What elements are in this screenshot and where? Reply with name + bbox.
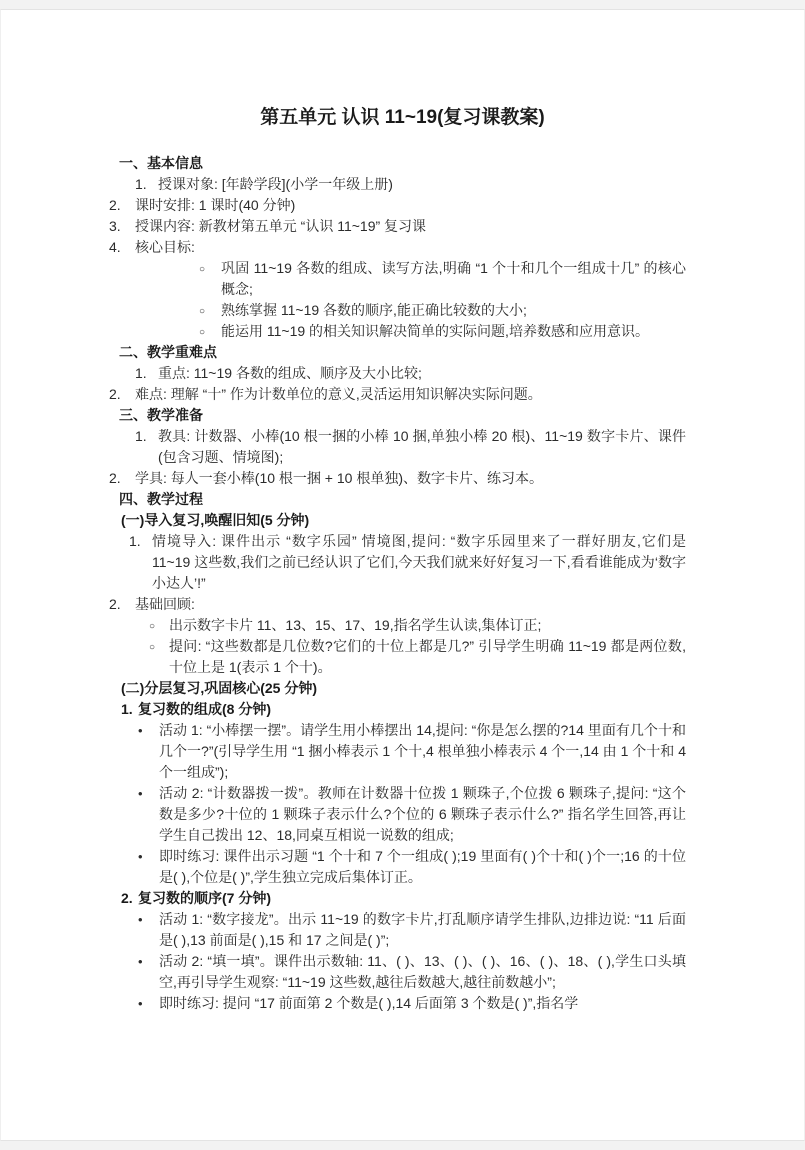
numbered-list-item	[1, 237, 804, 258]
numbered-list-item	[1, 195, 804, 216]
text-run: 能运用 11~19 的相关知识解决简单的实际问题,培养数感和应用意识。	[221, 323, 649, 339]
text-run: (一)导入复习,唤醒旧知(5 分钟)	[121, 512, 310, 528]
text-run: 教具: 计数器、小棒(10 根一捆的小棒 10 捆,单独小棒 20 根)、11~19 数字卡片、课件(包含习题、情境图);	[158, 428, 686, 465]
text-run: (二)分层复习,巩固核心(25 分钟)	[121, 680, 317, 696]
list-number: 2.	[121, 890, 133, 906]
list-number: 2.	[109, 386, 121, 402]
text-run: 重点: 11~19 各数的组成、顺序及大小比较;	[158, 365, 422, 381]
list-number: 4.	[109, 239, 121, 255]
bullet-list-item	[1, 258, 804, 300]
circle-bullet-icon: ○	[149, 621, 156, 632]
bullet-list-item	[1, 993, 804, 1014]
text-run: 四、教学过程	[119, 491, 203, 507]
text-run: 授课对象: [年龄学段](小学一年级上册)	[158, 176, 393, 192]
bullet-list-item	[1, 300, 804, 321]
bullet-list-item	[1, 321, 804, 342]
list-number: 2.	[109, 470, 121, 486]
section-heading	[1, 405, 804, 426]
list-number: 2.	[109, 596, 121, 612]
list-number: 1.	[135, 428, 147, 444]
list-number: 1.	[135, 365, 147, 381]
bullet-list-item	[1, 636, 804, 678]
text-run: 一、基本信息	[119, 155, 203, 171]
circle-bullet-icon: ○	[199, 306, 206, 317]
text-run: 即时练习: 课件出示习题 “1 个十和 7 个一组成( );19 里面有( )个十和( )个一;16 的十位是( ),个位是( )”,学生独立完成后集体订正。	[159, 848, 686, 885]
dot-bullet-icon: •	[138, 912, 143, 927]
text-run: 难点: 理解 “十” 作为计数单位的意义,灵活运用知识解决实际问题。	[135, 386, 542, 402]
dot-bullet-icon: •	[138, 996, 143, 1011]
text-run: 课时安排: 1 课时(40 分钟)	[135, 197, 296, 213]
list-number: 1.	[121, 701, 133, 717]
text-run: 活动 1: “小棒摆一摆”。请学生用小棒摆出 14,提问: “你是怎么摆的?14 里面有几个十和几个一?”(引导学生用 “1 捆小棒表示 1 个十,4 根单独小棒表示 4 个一,14 由 1 个十和 4 个一组成”);	[159, 722, 686, 780]
section-heading	[1, 342, 804, 363]
numbered-list-item	[1, 363, 804, 384]
numbered-list-item	[1, 531, 804, 594]
section-heading	[1, 489, 804, 510]
text-run: 情境导入: 课件出示 “数字乐园” 情境图,提问: “数字乐园里来了一群好朋友,它们是 11~19 这些数,我们之前已经认识了它们,今天我们就来好好复习一下,看看谁能成为‘数字小达人’!”	[152, 533, 686, 591]
document-title: 第五单元 认识 11~19(复习课教案)	[260, 107, 545, 128]
list-number: 2.	[109, 197, 121, 213]
text-run: 熟练掌握 11~19 各数的顺序,能正确比较数的大小;	[221, 302, 527, 318]
bullet-list-item	[1, 720, 804, 783]
text-run: 复习数的顺序(7 分钟)	[138, 890, 271, 906]
text-run: 活动 2: “计数器拨一拨”。教师在计数器十位拨 1 颗珠子,个位拨 6 颗珠子,提问: “这个数是多少?十位的 1 颗珠子表示什么?个位的 6 颗珠子表示什么?” 指名学生回答,再让学生自己拨出 12、18,同桌互相说一说数的组成;	[159, 785, 686, 843]
numbered-list-item	[1, 216, 804, 237]
text-run: 学具: 每人一套小棒(10 根一捆 + 10 根单独)、数字卡片、练习本。	[135, 470, 543, 486]
text-run: 出示数字卡片 11、13、15、17、19,指名学生认读,集体订正;	[169, 617, 542, 633]
text-run: 活动 2: “填一填”。课件出示数轴: 11、( )、13、( )、( )、16、( )、18、( ),学生口头填空,再引导学生观察: “11~19 这些数,越往后数越大,越往前数越小”;	[159, 953, 686, 990]
text-run: 巩固 11~19 各数的组成、读写方法,明确 “1 个十和几个一组成十几” 的核心概念;	[221, 260, 686, 297]
list-number: 1.	[135, 176, 147, 192]
dot-bullet-icon: •	[138, 849, 143, 864]
section-heading	[1, 153, 804, 174]
text-run: 二、教学重难点	[119, 344, 217, 360]
text-run: 核心目标:	[135, 239, 195, 255]
circle-bullet-icon: ○	[199, 264, 206, 275]
bullet-list-item	[1, 909, 804, 951]
activity-heading	[1, 888, 804, 909]
bullet-list-item	[1, 846, 804, 888]
dot-bullet-icon: •	[138, 723, 143, 738]
text-run: 基础回顾:	[135, 596, 195, 612]
text-run: 三、教学准备	[119, 407, 203, 423]
dot-bullet-icon: •	[138, 786, 143, 801]
circle-bullet-icon: ○	[149, 642, 156, 653]
numbered-list-item	[1, 426, 804, 468]
document-page	[0, 9, 805, 1141]
subsection-heading	[1, 510, 804, 531]
circle-bullet-icon: ○	[199, 327, 206, 338]
text-run: 活动 1: “数字接龙”。出示 11~19 的数字卡片,打乱顺序请学生排队,边排边说: “11 后面是( ),13 前面是( ),15 和 17 之间是( )”;	[159, 911, 686, 948]
list-number: 3.	[109, 218, 121, 234]
numbered-list-item	[1, 174, 804, 195]
bullet-list-item	[1, 783, 804, 846]
text-run: 授课内容: 新教材第五单元 “认识 11~19” 复习课	[135, 218, 427, 234]
text-run: 提问: “这些数都是几位数?它们的十位上都是几?” 引导学生明确 11~19 都是两位数,十位上是 1(表示 1 个十)。	[169, 638, 686, 675]
numbered-list-item	[1, 384, 804, 405]
activity-heading	[1, 699, 804, 720]
subsection-heading	[1, 678, 804, 699]
text-run: 即时练习: 提问 “17 前面第 2 个数是( ),14 后面第 3 个数是( )”,指名学	[159, 995, 579, 1011]
text-run: 复习数的组成(8 分钟)	[138, 701, 271, 717]
list-number: 1.	[129, 533, 141, 549]
document-body	[1, 153, 804, 1014]
bullet-list-item	[1, 951, 804, 993]
bullet-list-item	[1, 615, 804, 636]
numbered-list-item	[1, 468, 804, 489]
numbered-list-item	[1, 594, 804, 615]
dot-bullet-icon: •	[138, 954, 143, 969]
